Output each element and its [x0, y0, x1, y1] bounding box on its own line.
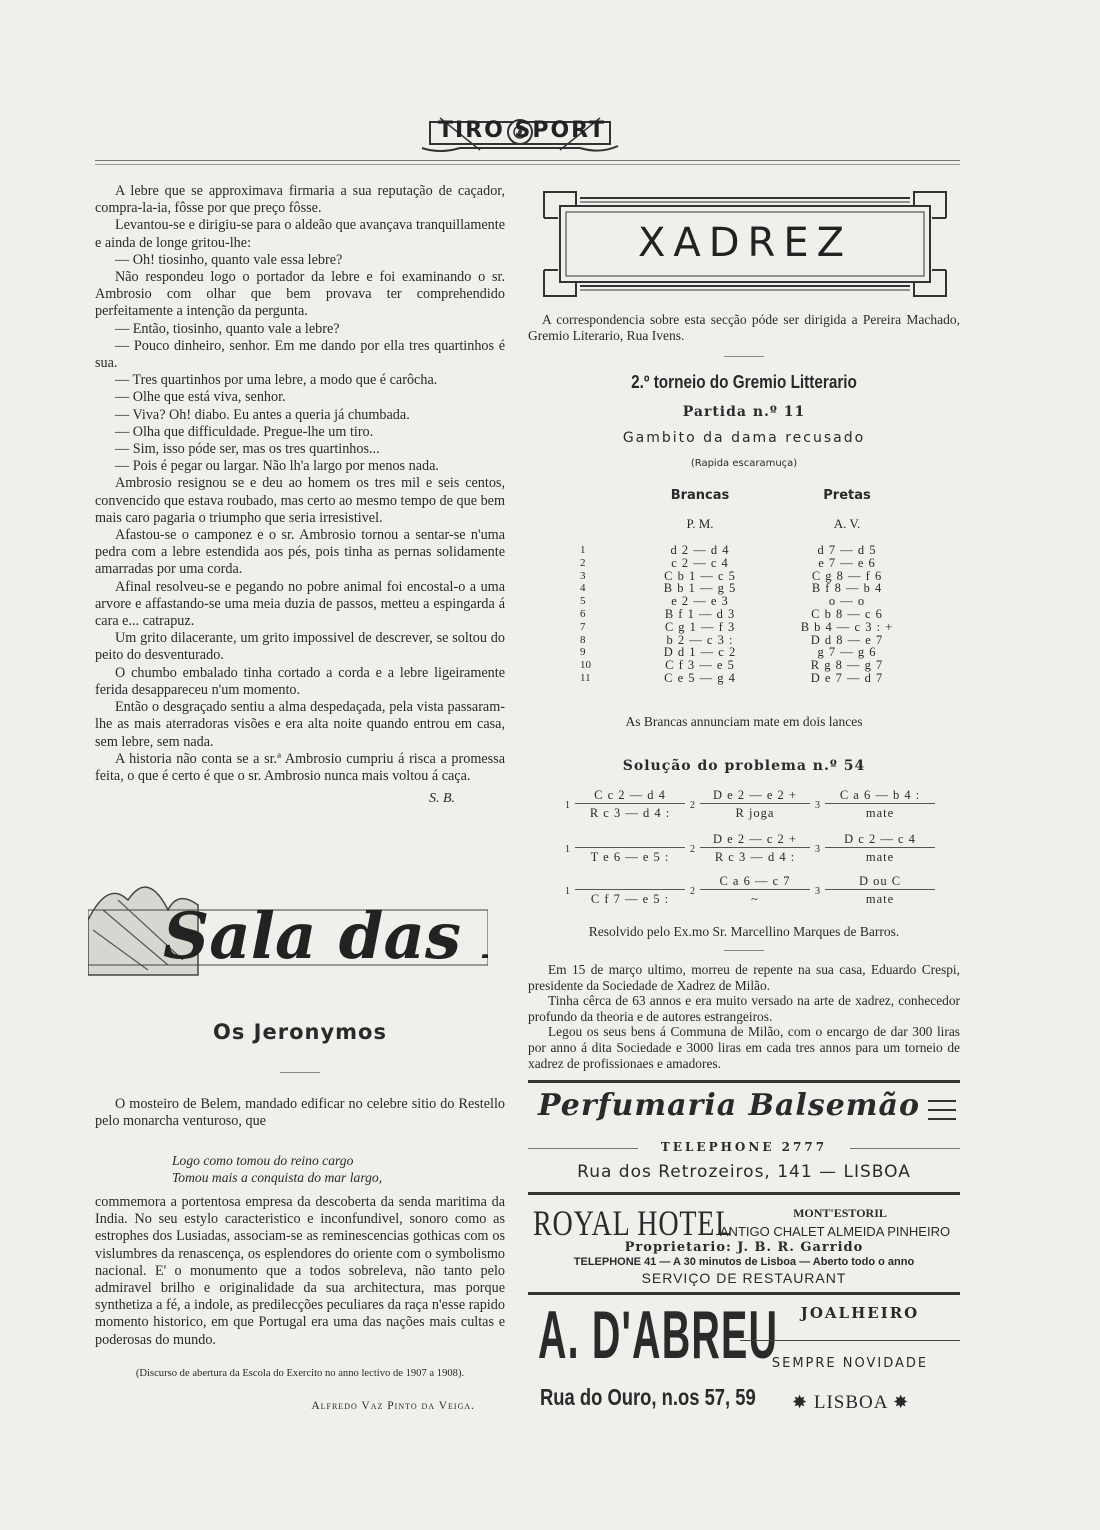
ad-top-rule	[528, 1080, 960, 1083]
story-paragraph: Levantou-se e dirigiu-se para o aldeão que avançava tranquillamente e ainda de longe gritou-lhe:	[95, 217, 505, 251]
solution-move-top: C c 2 — d 4	[575, 788, 685, 804]
royal-hotel-chalet: ANTIGO CHALET ALMEIDA PINHEIRO	[719, 1224, 951, 1239]
mosteiro-paragraph: O mosteiro de Belem, mandado edificar no celebre sitio do Restello pelo monarcha venturoso, que	[95, 1096, 505, 1130]
white-move: c 2 — c 4	[671, 555, 729, 570]
abreu-city-text: LISBOA	[813, 1392, 888, 1413]
divider	[724, 356, 764, 357]
story-paragraph: Ambrosio resignou se e deu ao homem os tres mil e seis centos, convencido que estava roubado, mas certo ao mesmo tempo de que bem mais caro pagaria o triumpho que seria irresistivel.	[95, 475, 505, 526]
solution-move-top: D e 2 — c 2 +	[700, 832, 810, 848]
masthead-logo	[420, 110, 620, 160]
black-move: D d 8 — e 7	[810, 632, 884, 647]
royal-hotel-owner: Proprietario: J. B. R. Garrido	[624, 1240, 864, 1255]
move-row	[580, 634, 940, 647]
solution-move-bottom: R joga	[735, 806, 775, 820]
white-move: C g 1 — f 3	[664, 619, 736, 634]
move-row	[580, 621, 940, 634]
move-number: 6	[580, 607, 586, 620]
move-row	[580, 582, 940, 595]
solution-move-bottom: mate	[865, 806, 895, 820]
abreu-city	[792, 1392, 909, 1414]
solution-move-number: 2	[690, 844, 696, 855]
move-number: 9	[580, 646, 586, 659]
moves-table	[580, 544, 940, 685]
solution-move-number: 3	[815, 844, 821, 855]
move-row	[580, 595, 940, 608]
solution-title: Solução do problema n.º 54	[622, 758, 866, 774]
move-number: 11	[580, 671, 591, 684]
black-header: Pretas	[823, 488, 871, 503]
perfumaria-telephone: TELEPHONE 2777	[660, 1140, 828, 1154]
story-paragraph: Afinal resolveu-se e pegando no pobre animal foi encostal-o a uma arvore e affastando-se uma meia duzia de passos, metteu a espingarda á cara e... catrapuz.	[95, 578, 505, 630]
solution-move	[690, 874, 815, 910]
black-player: A. V.	[833, 516, 861, 531]
white-player: P. M.	[686, 516, 714, 531]
move-number: 10	[580, 659, 591, 672]
white-move: e 2 — e 3	[671, 594, 729, 609]
masthead-title: TIRO SPORT	[438, 118, 607, 143]
header-rule	[95, 160, 960, 165]
abreu-address: Rua do Ouro, n.os 57, 59	[540, 1384, 756, 1410]
story-paragraph: — Viva? Oh! diabo. Eu antes a queria já chumbada.	[115, 406, 410, 423]
white-move: d 2 — d 4	[670, 543, 730, 557]
mate-announcement	[528, 714, 960, 730]
xadrez-header	[540, 188, 950, 300]
story-paragraph: — Olha que difficuldade. Pregue-lhe um tiro.	[115, 423, 374, 440]
royal-hotel-title: ROYAL HOTEL	[533, 1203, 734, 1243]
divider	[280, 1072, 320, 1073]
story-column	[95, 183, 505, 807]
move-row	[580, 570, 940, 583]
solution-move	[565, 874, 690, 910]
royal-hotel-service: SERVIÇO DE RESTAURANT	[641, 1270, 847, 1286]
black-move: C b 8 — c 6	[811, 606, 883, 621]
verse-line: Tomou mais a conquista do mar largo,	[172, 1170, 383, 1185]
ad-divider	[528, 1192, 960, 1195]
game-subtitle: (Rapida escaramuça)	[690, 458, 798, 469]
white-move: B b 1 — g 5	[663, 581, 737, 596]
commemora-paragraph: commemora a portentosa empresa da descoberta da senda maritima da India. No seu estylo caracteristico e inconfundivel, sonoro como as estrophes dos Lusiadas, associam-se as reminescencias gothicas com os vislumbres da renascença, os esplendores do oriente com o symbolismo nacional. E' o monumento que a todos sobreleva, não tanto pelo admiravel brilho e originalidade da sua architectura, mas porque synthetiza a fé, a indole, as predilecções peculiares da raça n'esse rapido momento historico, em que Portugal era uma das nações mais cultas e poderosas do mundo.	[95, 1194, 505, 1348]
correspondencia-note: A correspondencia sobre esta secção póde ser dirigida a Pereira Machado, Gremio Literario, Rua Ivens.	[528, 312, 960, 343]
solution-move-bottom: R c 3 — d 4 :	[714, 850, 796, 864]
move-number: 4	[580, 582, 586, 595]
story-paragraph: O chumbo embalado tinha cortado a corda e a lebre ligeiramente ferida desappareceu n'um momento.	[95, 664, 505, 698]
black-move: B b 4 — c 3 : +	[800, 619, 894, 634]
black-move: o — o	[828, 594, 866, 609]
solution-move-top: D e 2 — e 2 +	[700, 788, 810, 804]
white-move: C e 5 — g 4	[664, 670, 736, 685]
story-paragraph: Não respondeu logo o portador da lebre e foi examinando o sr. Ambrosio com olhar que bem provava ter comprehendido perfeitamente a intenção da pergunta.	[95, 269, 505, 320]
perfumaria-bars-icon	[928, 1100, 956, 1127]
crespi-paragraph: Em 15 de março ultimo, morreu de repente na sua casa, Eduardo Crespi, presidente da Sociedade de Xadrez de Milão.	[528, 962, 960, 993]
story-paragraph: — Oh! tiosinho, quanto vale essa lebre?	[115, 251, 343, 268]
solution-move-number: 1	[565, 844, 571, 855]
divider	[724, 950, 764, 951]
mate-announcement-text: As Brancas annunciam mate em dois lances	[625, 714, 863, 729]
story-paragraph: — Sim, isso póde ser, mas os tres quartinhos...	[115, 441, 380, 458]
solution-move-top: C a 6 — c 7	[700, 874, 810, 890]
story-paragraph: Afastou-se o camponez e o sr. Ambrosio tornou a sentar-se n'uma pedra com a lebre estendida aos pés, pois tinha as pernas solidamente amarradas por uma corda.	[95, 527, 505, 578]
solution-move-bottom: mate	[865, 892, 895, 906]
move-row	[580, 608, 940, 621]
move-row	[580, 672, 940, 685]
solution-move	[565, 832, 690, 868]
solution-move-top: C a 6 — b 4 :	[825, 788, 935, 804]
crespi-paragraph: Tinha cêrca de 63 annos e era muito versado na arte de xadrez, conhecedor profundo da theoria e de autores estrangeiros.	[528, 993, 960, 1024]
move-number: 7	[580, 620, 586, 633]
solution-move-bottom: C f 7 — e 5 :	[590, 892, 670, 906]
move-number: 2	[580, 556, 586, 569]
solution-move-bottom: ~	[751, 892, 759, 906]
solution-move	[565, 788, 690, 824]
abreu-jeweller: JOALHEIRO	[800, 1304, 920, 1322]
white-move: B f 1 — d 3	[664, 606, 736, 621]
abreu-title: A. D'ABREU	[538, 1297, 779, 1373]
move-number: 8	[580, 633, 586, 646]
solution-move-bottom: R c 3 — d 4 :	[589, 806, 671, 820]
solution-move-top	[575, 832, 685, 848]
author-signature: Alfredo Vaz Pinto da Veiga.	[311, 1400, 475, 1412]
royal-hotel-telephone: TELEPHONE 41 — A 30 minutos de Lisboa — Aberto todo o anno	[573, 1256, 915, 1268]
black-move: R g 8 — g 7	[810, 658, 884, 673]
story-paragraph: — Tres quartinhos por uma lebre, a modo que é carôcha.	[115, 372, 438, 389]
move-number: 1	[580, 544, 586, 556]
black-move: C g 8 — f 6	[811, 568, 883, 583]
story-paragraph: Então o desgraçado sentiu a alma despedaçada, pela vista passaram-lhe as mais aterradoras visões e era alta noite quando entrou em casa, sem lebre, sem nada.	[95, 699, 505, 750]
black-move: g 7 — g 6	[817, 645, 877, 660]
move-row	[580, 544, 940, 557]
white-header: Brancas	[670, 488, 730, 503]
sala-banner-icon	[88, 870, 488, 985]
jeronymos-title: Os Jeronymos	[213, 1020, 387, 1044]
abreu-slogan: SEMPRE NOVIDADE	[771, 1356, 929, 1371]
solution-move-bottom: mate	[865, 850, 895, 864]
star-icon: ✸	[893, 1392, 910, 1412]
solution-move-top	[575, 874, 685, 890]
game-title: Partida n.º 11	[682, 404, 806, 420]
black-move: B f 8 — b 4	[811, 581, 883, 596]
story-paragraph: Um grito dilacerante, um grito impossivel de descrever, se soltou do peito do desventurado.	[95, 630, 505, 664]
white-move: b 2 — c 3 :	[666, 632, 734, 647]
white-move: D d 1 — c 2	[663, 645, 737, 660]
move-row	[580, 557, 940, 570]
xadrez-title: XADREZ	[637, 220, 853, 266]
solution-move	[690, 832, 815, 868]
story-paragraph: — Olhe que está viva, senhor.	[115, 389, 286, 406]
white-move: C b 1 — c 5	[664, 568, 736, 583]
solution-move	[690, 788, 815, 824]
verse	[172, 1152, 502, 1186]
crespi-notice	[528, 962, 960, 1071]
solution-move-number: 2	[690, 886, 696, 897]
story-signature: S. B.	[428, 791, 455, 807]
solution-move	[815, 788, 940, 824]
black-move: e 7 — e 6	[818, 555, 876, 570]
solution-move	[815, 832, 940, 868]
discurso-note: (Discurso de abertura da Escola do Exercito no anno lectivo de 1907 a 1908).	[135, 1368, 465, 1379]
star-icon: ✸	[792, 1392, 809, 1412]
story-paragraph: A lebre que se approximava firmaria a sua reputação de caçador, compra-la-ia, fôsse por que preço fôsse.	[95, 183, 505, 217]
story-paragraph: — Então, tiosinho, quanto vale a lebre?	[115, 320, 340, 337]
story-paragraph: A historia não conta se a sr.ª Ambrosio cumpriu á risca a promessa feita, o que é certo é que o sr. Ambrosio nunca mais voltou á caça.	[95, 750, 505, 784]
story-paragraph: — Pouco dinheiro, senhor. Em me dando por ella tres quartinhos é sua.	[95, 337, 505, 372]
story-paragraph: — Pois é pegar ou largar. Não lh'a largo por menos nada.	[115, 458, 439, 475]
tournament-title: 2.º torneio do Gremio Litterario	[631, 372, 857, 392]
move-number: 3	[580, 569, 586, 582]
solution-move-bottom: T e 6 — e 5 :	[590, 850, 670, 864]
solver-credit: Resolvido pelo Ex.mo Sr. Marcellino Marques de Barros.	[588, 924, 900, 939]
perfumaria-address: Rua dos Retrozeiros, 141 — LISBOA	[577, 1162, 911, 1182]
black-move: d 7 — d 5	[817, 543, 877, 557]
white-move: C f 3 — e 5	[665, 658, 735, 673]
sala-das-perolas-banner	[88, 870, 488, 985]
solution-move-top: D c 2 — c 4	[825, 832, 935, 848]
solution-move-number: 3	[815, 886, 821, 897]
verse-line: Logo como tomou do reino cargo	[172, 1153, 354, 1168]
move-number: 5	[580, 595, 586, 608]
opening-name: Gambito da dama recusado	[622, 430, 866, 446]
divider	[740, 1340, 960, 1341]
royal-hotel-place: MONT'ESTORIL	[793, 1206, 887, 1220]
solution-move-top: D ou C	[825, 874, 935, 890]
black-move: D e 7 — d 7	[810, 670, 884, 685]
crespi-paragraph: Legou os seus bens á Communa de Milão, com o encargo de dar 300 liras por anno á dita Sociedade e 3000 liras em cada tres annos para um torneio de xadrez de profissionaes e amadores.	[528, 1024, 960, 1071]
solution-move-number: 2	[690, 800, 696, 811]
ad-divider	[528, 1292, 960, 1295]
solution-move	[815, 874, 940, 910]
sala-title-text: Sala das	[163, 899, 461, 974]
solution-move-number: 1	[565, 886, 571, 897]
solution-move-number: 1	[565, 800, 571, 811]
solution-move-number: 3	[815, 800, 821, 811]
move-row	[580, 659, 940, 672]
move-row	[580, 646, 940, 659]
perfumaria-ad-title: Perfumaria Balsemão	[538, 1088, 920, 1123]
